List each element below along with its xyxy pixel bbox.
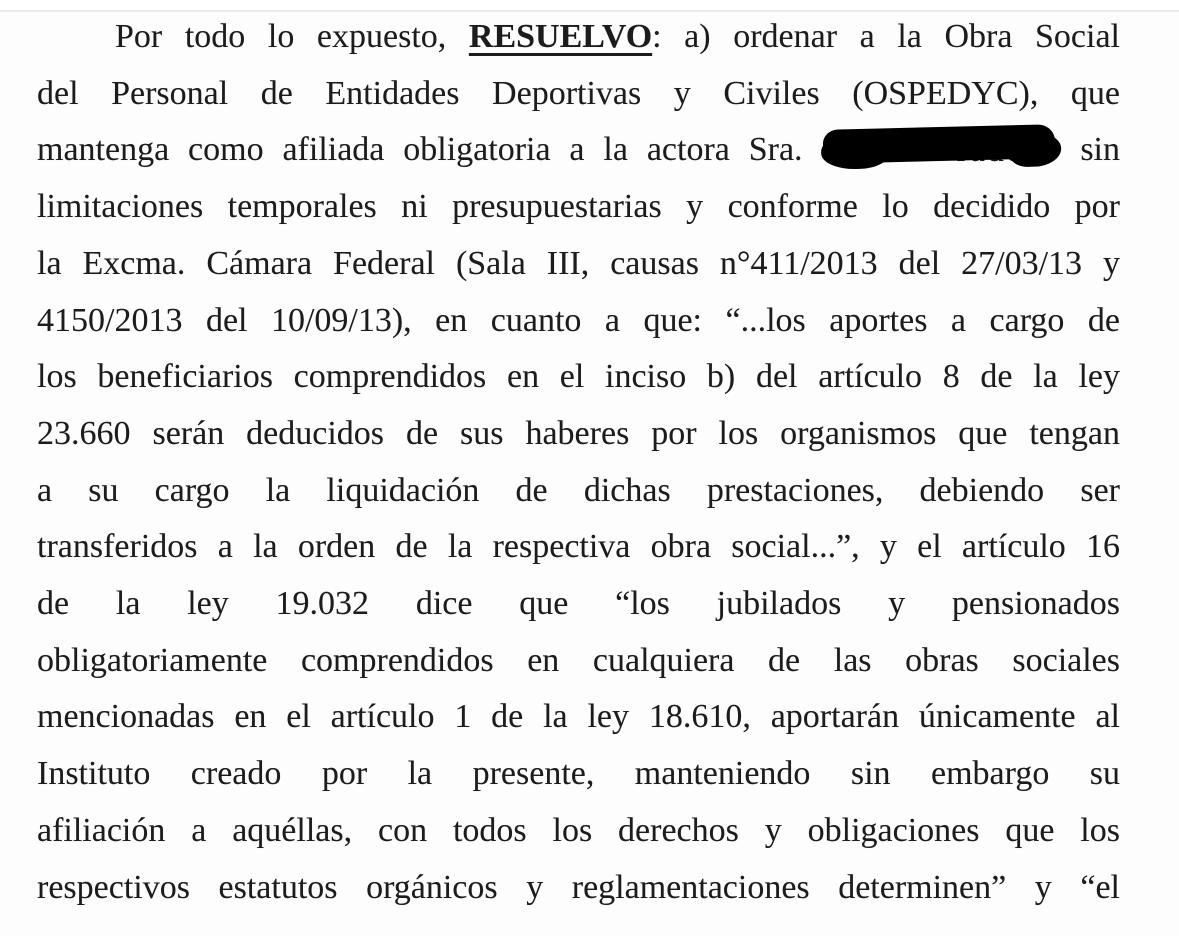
- document-page: [37, 9, 1120, 916]
- redaction-bar: [821, 126, 1061, 170]
- text-segment: 23.660 serán deducidos de sus haberes por los organismos que tengan: [37, 414, 1120, 452]
- text-line: [37, 576, 1120, 633]
- text-line: [37, 519, 1120, 576]
- text-segment: sin: [1061, 131, 1120, 169]
- text-segment: 4150/2013 del 10/09/13), en cuanto a que: “...los aportes a cargo de: [37, 301, 1120, 339]
- text-line: [37, 463, 1120, 520]
- text-segment: : a) ordenar a la Obra Social: [652, 18, 1121, 55]
- text-line: [37, 9, 1120, 66]
- redaction-ink: [823, 125, 1056, 165]
- text-segment: respectivos estatutos orgánicos y reglamentaciones determinen” y “el: [37, 868, 1120, 906]
- text-segment: Por todo lo expuesto,: [115, 18, 469, 55]
- text-segment: Instituto creado por la presente, manteniendo sin embargo su: [37, 755, 1120, 793]
- text-segment: mencionadas en el artículo 1 de la ley 18.610, aportarán únicamente al: [37, 698, 1120, 736]
- text-line: [37, 66, 1120, 123]
- text-segment: a su cargo la liquidación de dichas prestaciones, debiendo ser: [37, 471, 1120, 509]
- text-segment: transferidos a la orden de la respectiva obra social...”, y el artículo 16: [37, 528, 1120, 566]
- text-segment: mantenga como afiliada obligatoria a la actora Sra.: [37, 131, 822, 169]
- text-line: [37, 406, 1120, 463]
- text-line: [37, 860, 1120, 917]
- text-segment: los beneficiarios comprendidos en el inciso b) del artículo 8 de la ley: [37, 358, 1120, 396]
- text-line: [37, 293, 1120, 350]
- resuelvo-keyword: RESUELVO: [468, 18, 653, 55]
- text-segment: del Personal de Entidades Deportivas y Civiles (OSPEDYC), que: [37, 74, 1120, 112]
- text-segment: la Excma. Cámara Federal (Sala III, causas n°411/2013 del 27/03/13 y: [37, 244, 1120, 282]
- text-line: [37, 236, 1120, 293]
- text-line: [37, 179, 1120, 236]
- text-line: [37, 803, 1120, 860]
- text-segment: obligatoriamente comprendidos en cualquiera de las obras sociales: [37, 641, 1120, 679]
- text-segment: afiliación a aquéllas, con todos los derechos y obligaciones que los: [37, 811, 1120, 849]
- text-line: [37, 349, 1120, 406]
- text-line: [37, 633, 1120, 690]
- text-segment: limitaciones temporales ni presupuestarias y conforme lo decidido por: [37, 188, 1120, 226]
- text-line: [37, 746, 1120, 803]
- text-segment: de la ley 19.032 dice que “los jubilados y pensionados: [37, 585, 1120, 623]
- text-line: [37, 689, 1120, 746]
- text-line: [37, 122, 1120, 179]
